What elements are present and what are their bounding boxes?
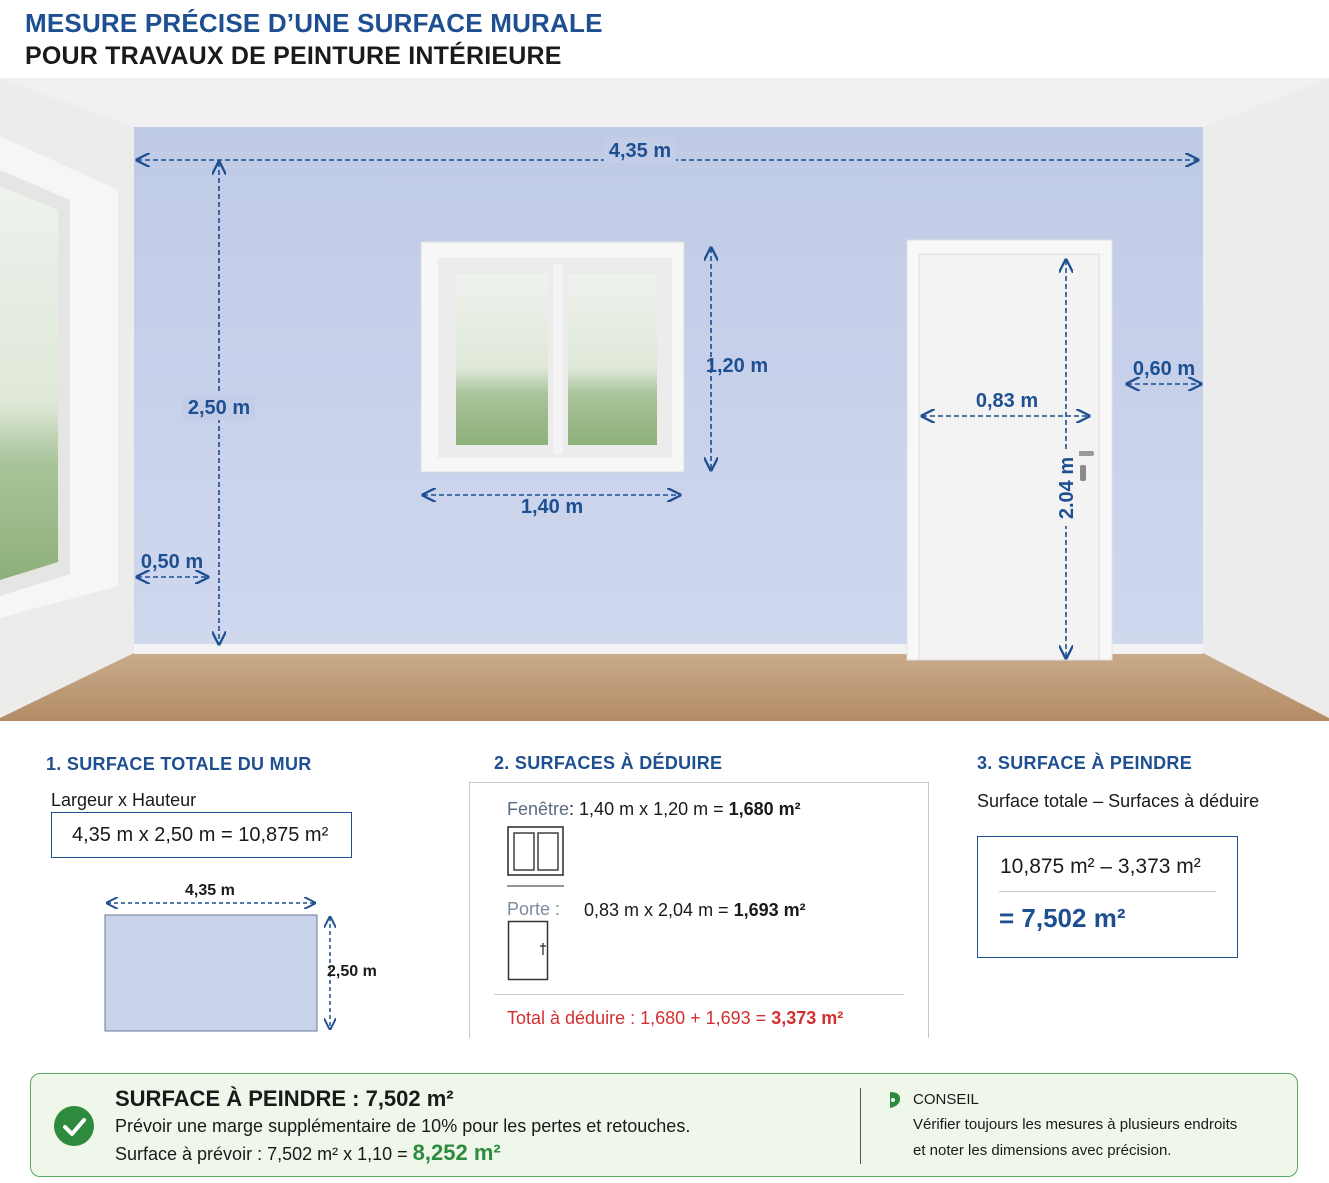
door-height-label: 2.04 m	[1056, 456, 1078, 520]
window-deduction-row	[507, 799, 801, 820]
summary-separator	[860, 1088, 861, 1164]
section1-title: 1. SURFACE TOTALE DU MUR	[46, 754, 312, 774]
result-value: = 7,502 m²	[999, 903, 1126, 933]
door-icon	[507, 920, 551, 982]
bulb-icon	[887, 1090, 903, 1110]
wall-width-label: 4,35 m	[608, 140, 672, 162]
page-title: MESURE PRÉCISE D’UNE SURFACE MURALE	[25, 8, 603, 38]
left-offset-label: 0,50 m	[140, 551, 204, 573]
section3-title: 3. SURFACE À PEINDRE	[977, 753, 1193, 773]
tip-title: CONSEIL	[913, 1091, 979, 1108]
summary-total-value: 8,252 m²	[412, 1140, 501, 1165]
tip-line-1: Vérifier toujours les mesures à plusieurs endroits	[913, 1116, 1238, 1133]
mini-wall-diagram	[95, 880, 395, 1040]
window-deduction-result: 1,680 m²	[728, 799, 801, 819]
total-deduction-result: 3,373 m²	[771, 1008, 844, 1028]
result-subtraction: 10,875 m² – 3,373 m²	[1000, 855, 1201, 878]
summary-total-prefix: Surface à prévoir : 7,502 m² x 1,10 =	[115, 1144, 413, 1164]
door-deduction-row	[584, 900, 806, 921]
mini-height-label: 2,50 m	[327, 963, 377, 980]
summary-title: SURFACE À PEINDRE : 7,502 m²	[115, 1086, 454, 1111]
door-deduction-formula: 0,83 m x 2,04 m =	[584, 900, 734, 920]
door-deduction-label: Porte :	[507, 899, 561, 919]
summary-margin-note: Prévoir une marge supplémentaire de 10% pour les pertes et retouches.	[115, 1116, 691, 1136]
section3-subtitle: Surface totale – Surfaces à déduire	[977, 791, 1260, 811]
result-divider	[999, 891, 1216, 892]
window-width-label: 1,40 m	[520, 496, 584, 518]
check-icon	[54, 1106, 94, 1146]
summary-total-line	[115, 1140, 501, 1166]
door-width-label: 0,83 m	[975, 390, 1039, 412]
window-deduction-label: Fenêtre	[507, 799, 570, 819]
wall-height-label: 2,50 m	[187, 397, 251, 419]
room-illustration	[0, 78, 1329, 721]
total-deduction-row	[507, 1008, 843, 1029]
door-right-offset-label: 0,60 m	[1132, 358, 1196, 380]
window-height-label: 1,20 m	[705, 355, 769, 377]
door-deduction-result: 1,693 m²	[733, 900, 806, 920]
page-subtitle: POUR TRAVAUX DE PEINTURE INTÉRIEURE	[25, 42, 562, 70]
mini-width-label: 4,35 m	[185, 882, 235, 899]
section2-title: 2. SURFACES À DÉDUIRE	[494, 753, 723, 773]
deductions-divider	[494, 994, 904, 995]
section1-subtitle: Largeur x Hauteur	[51, 790, 197, 810]
window-icon	[507, 826, 567, 890]
total-deduction-formula: Total à déduire : 1,680 + 1,693 =	[507, 1008, 772, 1028]
total-surface-formula: 4,35 m x 2,50 m = 10,875 m²	[51, 812, 352, 858]
tip-line-2: et noter les dimensions avec précision.	[913, 1142, 1172, 1159]
window-deduction-formula: : 1,40 m x 1,20 m =	[569, 799, 729, 819]
